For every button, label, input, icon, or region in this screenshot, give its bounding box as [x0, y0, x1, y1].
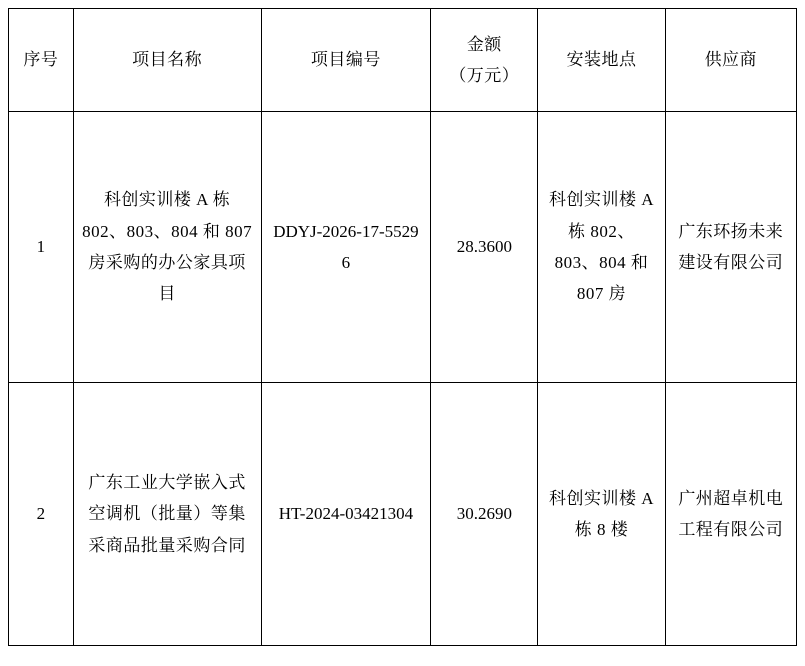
cell-supplier: [665, 112, 796, 383]
cell-supplier: [665, 383, 796, 646]
row-amount-value: 30.2690: [456, 504, 512, 524]
cell-seq: [9, 112, 74, 383]
table-row: [9, 383, 797, 646]
cell-amount: [431, 383, 538, 646]
cell-amount: [431, 112, 538, 383]
cell-code: [261, 383, 431, 646]
cell-code: [261, 112, 431, 383]
cell-place: [538, 112, 665, 383]
cell-seq: [9, 383, 74, 646]
cell-name: [73, 112, 261, 383]
table-header-row: [9, 9, 797, 112]
header-cell-name: [73, 9, 261, 112]
header-cell-supplier: [665, 9, 796, 112]
table-body: [9, 112, 797, 646]
cell-name: [73, 383, 261, 646]
header-cell-place: [538, 9, 665, 112]
row-name-value: 广东工业大学嵌入式空调机（批量）等集采商品批量采购合同: [88, 472, 246, 555]
header-label-place: 安装地点: [566, 50, 637, 70]
header-label-amount-unit: （万元）: [449, 66, 520, 85]
row-code-value: HT-2024-03421304: [278, 504, 414, 524]
row-amount-value: 28.3600: [456, 237, 512, 257]
table-row: [9, 112, 797, 383]
cell-place: [538, 383, 665, 646]
row-seq-value: 2: [36, 504, 46, 524]
header-label-code: 项目编号: [310, 50, 381, 70]
table-header: [9, 9, 797, 112]
header-cell-seq: [9, 9, 74, 112]
header-label-name: 项目名称: [132, 50, 203, 70]
row-name-value: 科创实训楼 A 栋 802、803、804 和 807 房采购的办公家具项目: [82, 190, 253, 304]
procurement-table: [8, 8, 797, 646]
row-place-value: 科创实训楼 A 栋 802、803、804 和 807 房: [548, 190, 655, 304]
header-label-seq: 序号: [23, 50, 59, 70]
header-cell-amount: [431, 9, 538, 112]
header-cell-code: [261, 9, 431, 112]
row-supplier-value: 广东环扬未来建设有限公司: [678, 221, 784, 272]
row-code-value: DDYJ-2026-17-55296: [273, 221, 419, 272]
row-supplier-value: 广州超卓机电工程有限公司: [678, 488, 784, 539]
row-place-value: 科创实训楼 A 栋 8 楼: [548, 488, 655, 539]
header-label-amount: 金额: [466, 34, 502, 54]
row-seq-value: 1: [36, 237, 46, 257]
header-label-supplier: 供应商: [704, 50, 758, 70]
